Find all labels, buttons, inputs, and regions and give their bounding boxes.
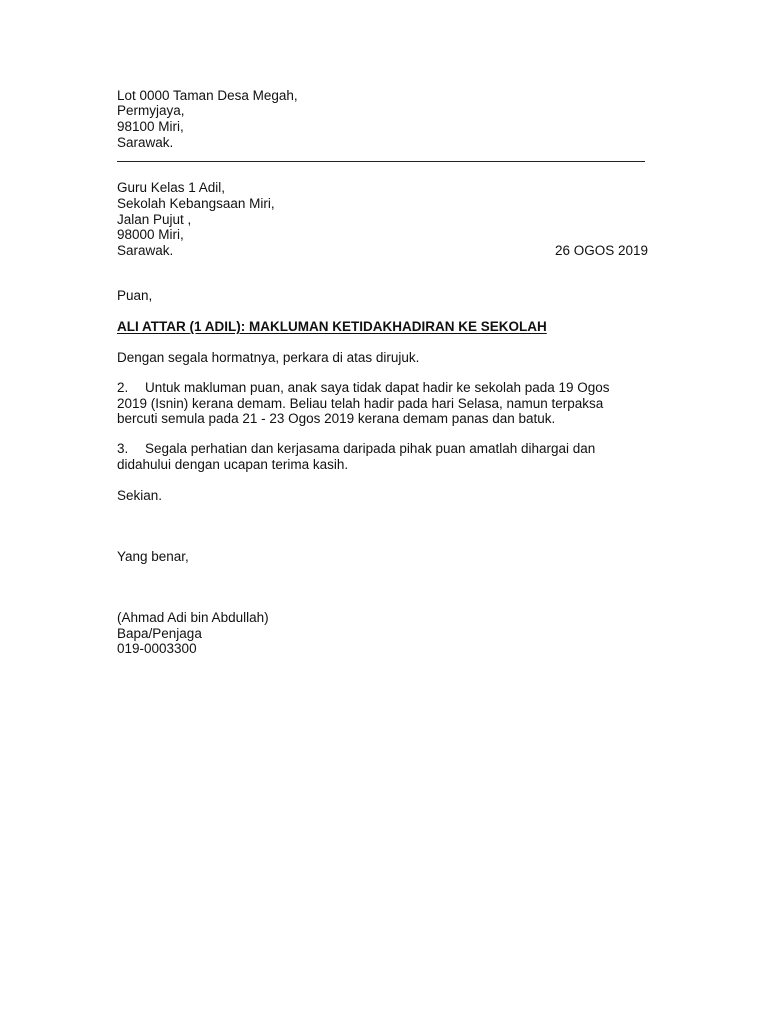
sender-address-line: Sarawak.	[117, 135, 174, 150]
letter-date: 26 OGOS 2019	[554, 243, 648, 258]
signer-phone: 019-0003300	[117, 641, 197, 656]
paragraph-text: Untuk makluman puan, anak saya tidak dapat hadir ke sekolah pada 19 Ogos	[145, 380, 610, 395]
salutation: Puan,	[117, 288, 153, 303]
sender-address-line: Permyjaya,	[117, 103, 185, 118]
recipient-address-line: Jalan Pujut ,	[117, 212, 192, 227]
subject-heading: ALI ATTAR (1 ADIL): MAKLUMAN KETIDAKHADIRAN KE SEKOLAH	[117, 319, 547, 334]
signer-name: (Ahmad Adi bin Abdullah)	[117, 610, 269, 625]
recipient-address-line: Sekolah Kebangsaan Miri,	[117, 196, 275, 211]
paragraph-number: 3.	[117, 441, 129, 456]
paragraph-text: Segala perhatian dan kerjasama daripada pihak puan amatlah dihargai dan	[145, 441, 596, 456]
recipient-address-line: Sarawak.	[117, 243, 174, 258]
paragraph-2	[117, 380, 657, 427]
address-divider	[117, 161, 645, 162]
paragraph-2-line-3: bercuti semula pada 21 - 23 Ogos 2019 kerana demam panas dan batuk.	[117, 411, 556, 426]
paragraph-3-line-2: didahului dengan ucapan terima kasih.	[117, 456, 349, 472]
paragraph-3-line-1	[117, 441, 657, 457]
valediction: Yang benar,	[117, 549, 189, 564]
paragraph-2-line-1	[117, 380, 657, 396]
paragraph-3	[117, 441, 657, 472]
recipient-address-line: Guru Kelas 1 Adil,	[117, 180, 226, 195]
paragraph-2-line-2: 2019 (Isnin) kerana demam. Beliau telah hadir pada hari Selasa, namun terpaksa	[117, 395, 604, 411]
sender-address-line: 98100 Miri,	[117, 119, 184, 134]
closing-text: Sekian.	[117, 488, 163, 503]
sender-address-line: Lot 0000 Taman Desa Megah,	[117, 88, 298, 103]
signer-role: Bapa/Penjaga	[117, 626, 202, 641]
recipient-address-line: 98000 Miri,	[117, 227, 184, 242]
opening-paragraph: Dengan segala hormatnya, perkara di atas dirujuk.	[117, 350, 420, 365]
paragraph-number: 2.	[117, 380, 129, 395]
